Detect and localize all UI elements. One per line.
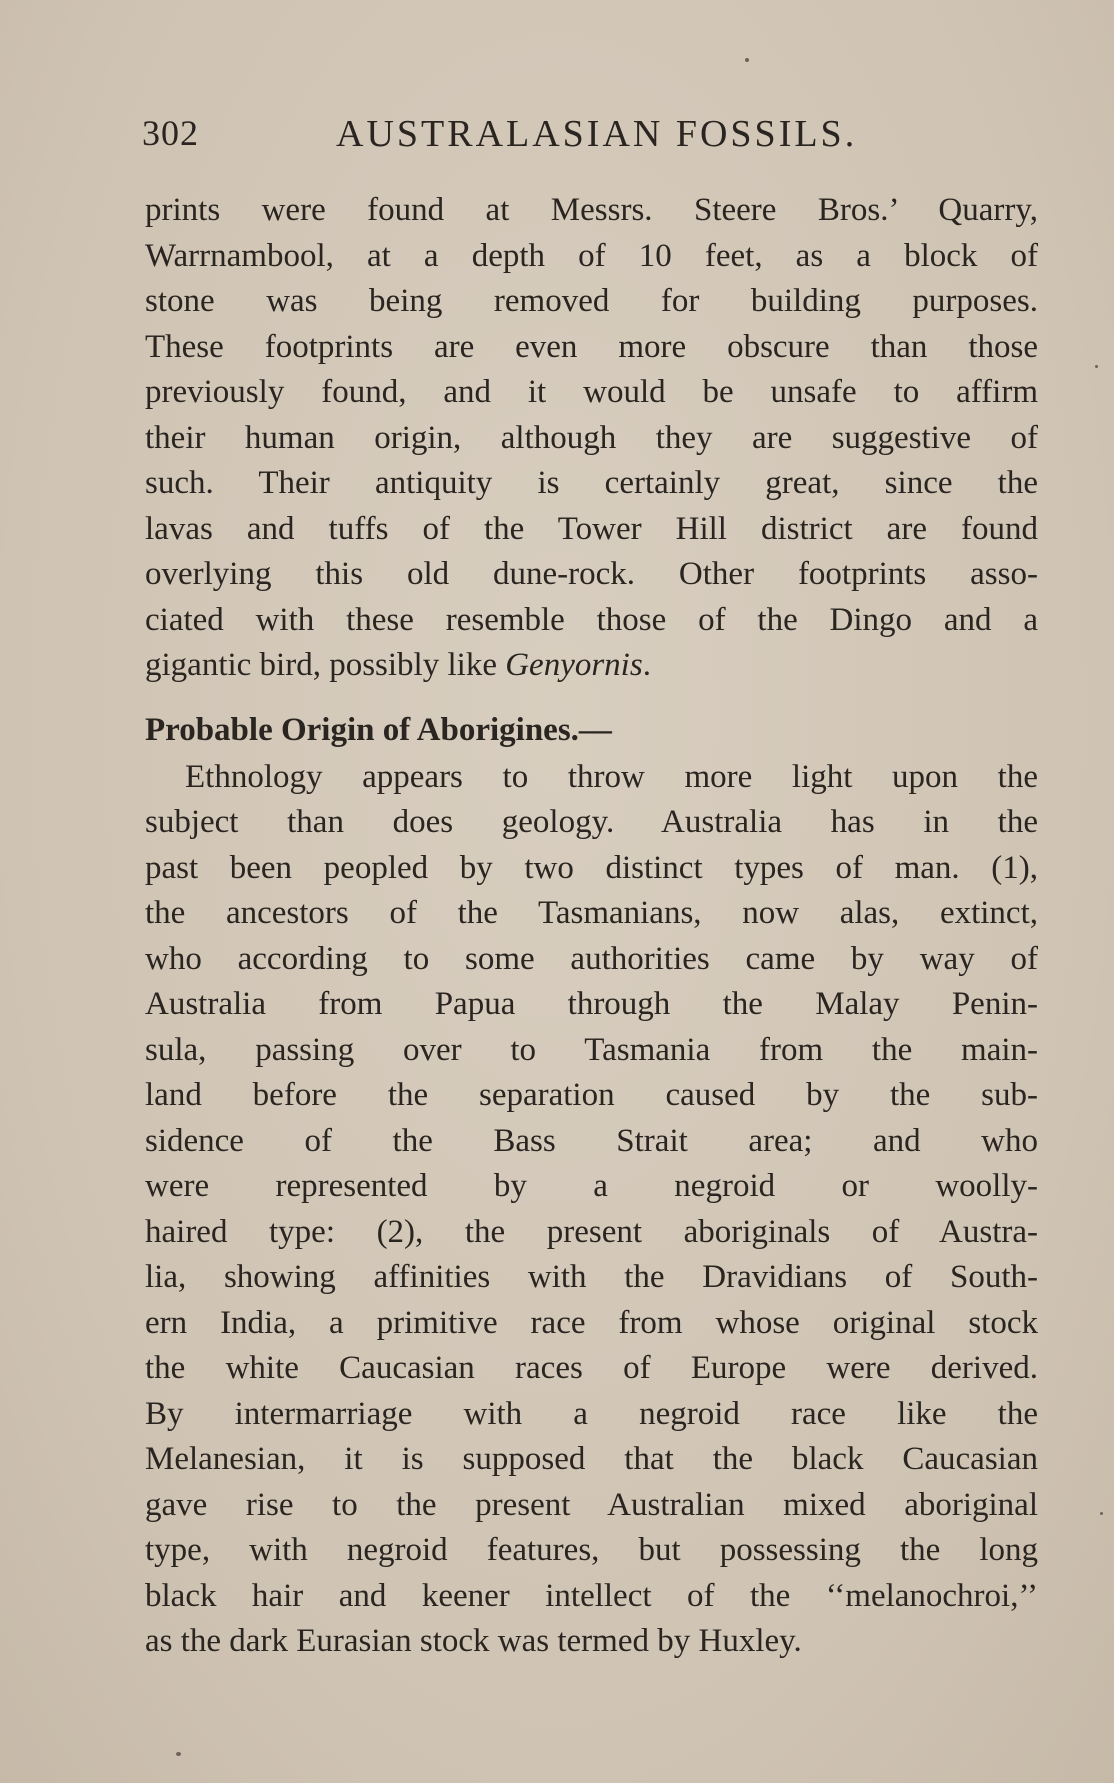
text-line: lavas and tuffs of the Tower Hill district are found bbox=[145, 510, 1038, 547]
paper-speck bbox=[745, 58, 749, 62]
text-line: gave rise to the present Australian mixed aboriginal bbox=[145, 1486, 1038, 1523]
text-line: the white Caucasian races of Europe were derived. bbox=[145, 1350, 1038, 1386]
text-line: such. Their antiquity is certainly great, since the bbox=[145, 465, 1038, 501]
text-line: sidence of the Bass Strait area; and who bbox=[145, 1122, 1038, 1159]
text-fragment: gigantic bird, possibly like bbox=[145, 647, 506, 683]
text-line: prints were found at Messrs. Steere Bros.’ Quarry, bbox=[145, 192, 1038, 228]
text-line: Melanesian, it is supposed that the black Caucasian bbox=[145, 1441, 1038, 1477]
text-line: haired type: (2), the present aboriginals of Austra- bbox=[145, 1213, 1038, 1250]
text-line: Ethnology appears to throw more light upon the bbox=[185, 758, 1038, 795]
page-number: 302 bbox=[142, 113, 199, 153]
running-title: AUSTRALASIAN FOSSILS. bbox=[336, 113, 858, 155]
italic-taxon-name: Genyornis bbox=[505, 647, 643, 683]
running-header bbox=[142, 112, 952, 162]
body-text bbox=[145, 188, 1038, 1665]
text-line: previously found, and it would be unsafe to affirm bbox=[145, 374, 1038, 410]
text-line-final: as the dark Eurasian stock was termed by Huxley. bbox=[145, 1623, 802, 1659]
text-line: By intermarriage with a negroid race like the bbox=[145, 1395, 1038, 1432]
text-line: subject than does geology. Australia has in the bbox=[145, 804, 1038, 840]
text-line: black hair and keener intellect of the ‘‘melanochroi,’’ bbox=[145, 1577, 1038, 1614]
text-fragment-punct: . bbox=[642, 647, 651, 683]
text-line: sula, passing over to Tasmania from the main- bbox=[145, 1031, 1038, 1068]
text-line-final bbox=[145, 643, 1038, 689]
text-line: overlying this old dune-rock. Other footprints asso- bbox=[145, 556, 1038, 592]
text-line: These footprints are even more obscure than those bbox=[145, 328, 1038, 365]
text-line: their human origin, although they are suggestive of bbox=[145, 419, 1038, 456]
paper-speck bbox=[1100, 1512, 1103, 1515]
text-line: lia, showing affinities with the Dravidians of South- bbox=[145, 1259, 1038, 1295]
text-line: stone was being removed for building purposes. bbox=[145, 283, 1038, 319]
text-line: ciated with these resemble those of the Dingo and a bbox=[145, 601, 1038, 638]
text-line: Australia from Papua through the Malay Penin- bbox=[145, 986, 1038, 1022]
paragraph-footprints bbox=[145, 188, 1038, 689]
paragraph-ethnology bbox=[145, 755, 1038, 1665]
text-line: ern India, a primitive race from whose original stock bbox=[145, 1304, 1038, 1341]
text-line: land before the separation caused by the sub- bbox=[145, 1077, 1038, 1113]
paper-speck bbox=[176, 1752, 181, 1756]
text-line: Warrnambool, at a depth of 10 feet, as a block of bbox=[145, 237, 1038, 274]
text-line: were represented by a negroid or woolly- bbox=[145, 1168, 1038, 1204]
text-line: type, with negroid features, but possessing the long bbox=[145, 1532, 1038, 1568]
text-line: who according to some authorities came by way of bbox=[145, 940, 1038, 977]
text-line: the ancestors of the Tasmanians, now alas, extinct, bbox=[145, 895, 1038, 931]
paper-speck bbox=[1095, 365, 1098, 368]
text-line: past been peopled by two distinct types of man. (1), bbox=[145, 849, 1038, 886]
section-heading: Probable Origin of Aborigines.— bbox=[145, 711, 612, 748]
